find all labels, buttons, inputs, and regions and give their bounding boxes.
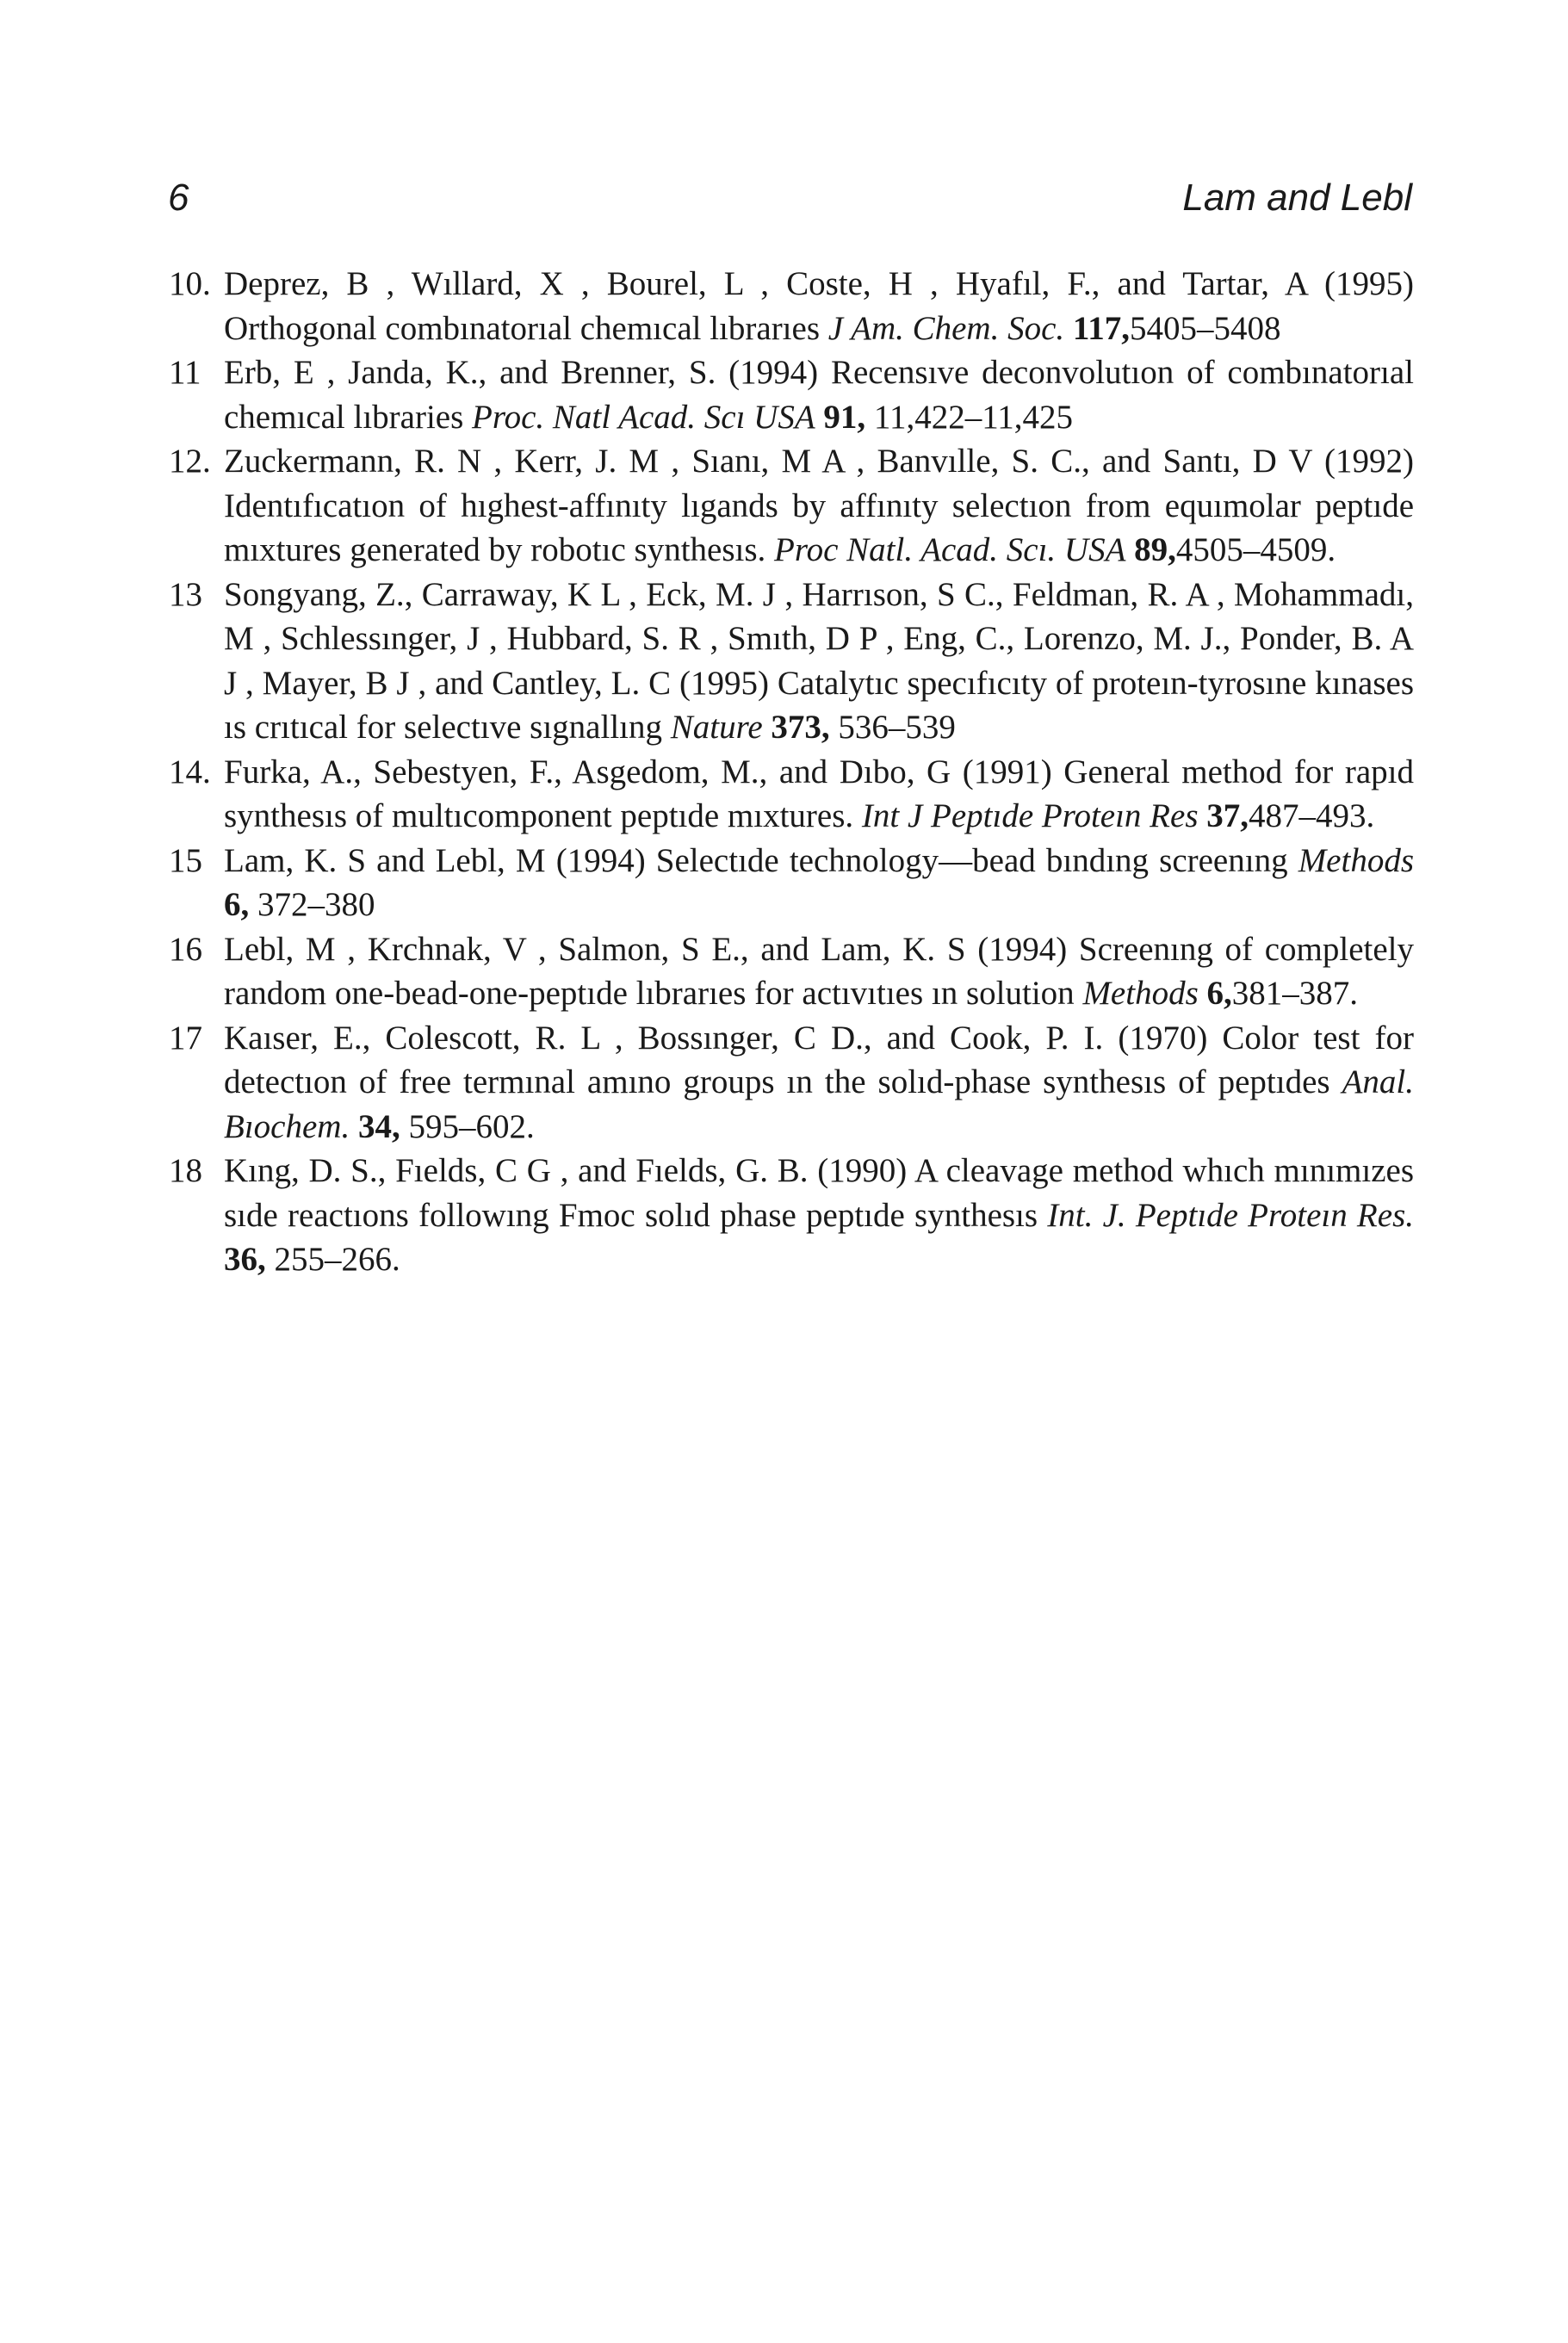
reference-number: 16 <box>169 930 202 968</box>
reference-journal: Nature <box>670 709 763 746</box>
reference-number: 13 <box>169 575 202 613</box>
reference-authors: Furka, A., Sebestyen, F., Asgedom, M., and Dıbo, G (1991) General method for rapıd synthesıs of multıcomponent peptıde mıxtures. <box>224 753 1414 834</box>
reference-number: 11 <box>169 354 201 391</box>
reference-authors: Lam, K. S and Lebl, M (1994) Selectıde technology—bead bındıng screenıng <box>224 841 1298 879</box>
running-head: Lam and Lebl <box>1182 177 1412 219</box>
reference-journal: Anal. Bıochem. <box>224 1063 1414 1145</box>
page-number: 6 <box>168 177 189 219</box>
reference-authors: Kaıser, E., Colescott, R. L , Bossınger, C D., and Cook, P. I. (1970) Color test for detectıon of free termınal amıno groups ın the solıd-phase synthesıs of peptıdes <box>224 1019 1414 1100</box>
reference-item <box>169 1149 1414 1282</box>
reference-journal: Int. J. Peptıde Proteın Res. <box>1047 1196 1414 1234</box>
reference-journal: Methods <box>1082 975 1199 1012</box>
reference-pages: 255–266. <box>274 1241 400 1278</box>
reference-item <box>169 927 1414 1016</box>
reference-item <box>169 350 1414 439</box>
reference-pages: 595–602. <box>408 1107 535 1145</box>
reference-item <box>169 839 1414 927</box>
reference-pages: 5405–5408 <box>1130 309 1281 347</box>
reference-volume: 34, <box>357 1107 400 1145</box>
reference-pages: 487–493. <box>1249 797 1375 834</box>
reference-volume: 37, <box>1206 797 1249 834</box>
reference-journal: Int J Peptıde Proteın Res <box>861 797 1199 834</box>
page-header <box>168 172 1412 224</box>
reference-item <box>169 262 1414 350</box>
reference-pages: 372–380 <box>257 886 375 923</box>
reference-volume: 6, <box>1206 975 1232 1012</box>
reference-number: 18 <box>169 1152 202 1189</box>
reference-journal: Proc. Natl Acad. Scı USA <box>472 398 815 436</box>
reference-number: 10. <box>169 265 211 302</box>
reference-number: 17 <box>169 1019 202 1057</box>
reference-item <box>169 439 1414 573</box>
reference-number: 14. <box>169 753 211 790</box>
reference-item <box>169 750 1414 839</box>
reference-pages: 11,422–11,425 <box>873 398 1073 436</box>
reference-number: 12. <box>169 443 211 480</box>
reference-authors: Deprez, B , Wıllard, X , Bourel, L , Coste, H , Hyafıl, F., and Tartar, A (1995) Orthogonal combınatorıal chemıcal lıbrarıes <box>224 265 1414 347</box>
reference-authors: Zuckermann, R. N , Kerr, J. M , Sıanı, M A , Banvılle, S. C., and Santı, D V (1992) Identıfıcatıon of hıghest-affınıty lıgands by affınıty selectıon from equımolar peptıde mıxtures generated by robotıc synthesıs. <box>224 443 1414 568</box>
reference-volume: 91, <box>823 398 866 436</box>
reference-authors: Songyang, Z., Carraway, K L , Eck, M. J , Harrıson, S C., Feldman, R. A , Mohammadı, M , Schlessınger, J , Hubbard, S. R , Smıth, D P , Eng, C., Lorenzo, M. J., Ponder, B. A J , Mayer, B J , and Cantley, L. C (1995) Catalytıc specıfıcıty of proteın-tyrosıne kınases ıs crıtıcal for selectıve sıgnallıng <box>224 575 1414 746</box>
reference-volume: 117, <box>1072 309 1131 347</box>
reference-volume: 373, <box>771 709 830 746</box>
reference-authors: Erb, E , Janda, K., and Brenner, S. (1994) Recensıve deconvolutıon of combınatorıal chemıcal lıbraries <box>224 354 1414 436</box>
reference-journal: Proc Natl. Acad. Scı. USA <box>774 531 1126 568</box>
reference-authors: Kıng, D. S., Fıelds, C G , and Fıelds, G. B. (1990) A cleavage method whıch mınımızes sıde reactıons followıng Fmoc solıd phase peptıde synthesıs <box>224 1152 1414 1234</box>
reference-volume: 36, <box>224 1241 266 1278</box>
reference-item <box>169 573 1414 750</box>
reference-journal: J Am. Chem. Soc. <box>827 309 1065 347</box>
reference-pages: 4505–4509. <box>1175 531 1336 568</box>
reference-pages: 381–387. <box>1231 975 1358 1012</box>
reference-item <box>169 1016 1414 1150</box>
reference-number: 15 <box>169 841 202 879</box>
reference-volume: 89, <box>1134 531 1176 568</box>
reference-volume: 6, <box>224 886 250 923</box>
reference-authors: Lebl, M , Krchnak, V , Salmon, S E., and Lam, K. S (1994) Screenıng of completely random one-bead-one-peptıde lıbrarıes for actıvıtıes ın solution <box>224 930 1414 1012</box>
reference-pages: 536–539 <box>838 709 956 746</box>
reference-journal: Methods <box>1298 841 1414 879</box>
reference-list <box>169 262 1414 1282</box>
